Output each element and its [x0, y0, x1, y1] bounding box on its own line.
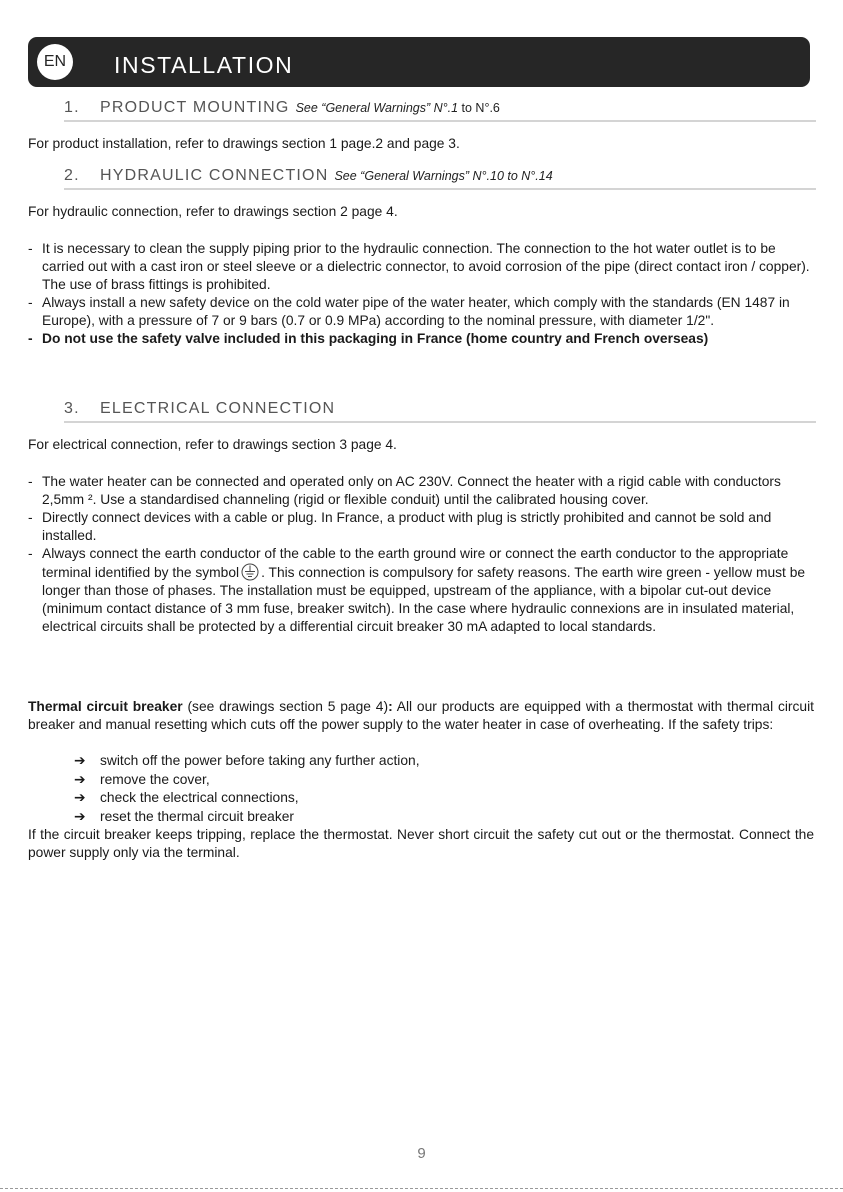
earth-ground-icon — [241, 563, 259, 581]
thermal-closing-text: If the circuit breaker keeps tripping, replace the thermostat. Never short circuit the safety cut out or the thermostat. Connect the power supply only via the terminal. — [28, 827, 814, 860]
list-item-warning — [28, 330, 818, 348]
bullet-dash: - — [28, 331, 33, 346]
section-title: HYDRAULIC CONNECTION — [100, 167, 329, 184]
thermal-breaker-label: Thermal circuit breaker — [28, 699, 183, 714]
section-number: 1. — [64, 99, 80, 116]
section-title: PRODUCT MOUNTING — [100, 99, 290, 116]
list-item — [28, 473, 818, 509]
electrical-bullet-list — [28, 473, 818, 636]
page-title: INSTALLATION — [114, 52, 294, 78]
list-item — [74, 771, 420, 790]
section-heading-hydraulic-connection — [64, 166, 816, 190]
warnings-reference: See “General Warnings” N°.1 — [295, 101, 459, 115]
list-item — [28, 545, 818, 636]
list-item — [74, 752, 420, 771]
thermal-breaker-text: All our products are equipped with a thermostat with thermal circuit breaker and manual resetting which cuts off the power supply to the water heater in case of overheating. If the safety trips: — [28, 699, 814, 732]
list-item-text: Do not use the safety valve included in this packaging in France (home country and French overseas) — [42, 331, 709, 346]
section-heading-product-mounting — [64, 98, 816, 122]
bullet-dash: - — [28, 241, 33, 256]
bullet-dash: - — [28, 546, 33, 561]
section-heading-electrical-connection — [64, 399, 816, 423]
section-number: 3. — [64, 400, 80, 417]
hydraulic-connection-text: For hydraulic connection, refer to drawings section 2 page 4. — [28, 204, 398, 219]
thermal-breaker-colon: : — [388, 699, 393, 714]
language-badge: EN — [37, 44, 73, 80]
list-item-text: remove the cover, — [100, 771, 210, 787]
bullet-dash: - — [28, 474, 33, 489]
arrow-right-icon: ➔ — [74, 771, 86, 787]
product-installation-text: For product installation, refer to drawings section 1 page.2 and page 3. — [28, 136, 460, 151]
list-item — [74, 789, 420, 808]
arrow-right-icon: ➔ — [74, 808, 86, 824]
warnings-reference: See “General Warnings” N°.10 to N°.14 — [334, 169, 553, 183]
list-item-text: Directly connect devices with a cable or plug. In France, a product with plug is strictly prohibited and cannot be sold and installed. — [42, 510, 772, 543]
list-item-text: . This connection is compulsory for safety reasons. The earth wire green - yellow must be longer than those of phases. The installation must be equipped, upstream of the appliance, with a bipolar cut-out device (minimum contact distance of 3 mm fuse, breaker switch). In the case where hydraulic connexions are in insulated material, electrical circuits shall be protected by a differential circuit breaker 30 mA adapted to local standards. — [42, 565, 806, 634]
list-item-text: The water heater can be connected and operated only on AC 230V. Connect the heater with a rigid cable with conductors 2,5mm ². Use a standardised channeling (rigid or flexible conduit) until the calibrated housing cover. — [42, 474, 781, 507]
list-item-text: It is necessary to clean the supply piping prior to the hydraulic connection. The connection to the hot water outlet is to be carried out with a cast iron or steel sleeve or a dielectric connector, to avoid corrosion of the pipe (direct contact iron / copper). The use of brass fittings is prohibited. — [42, 241, 810, 292]
list-item-text: switch off the power before taking any further action, — [100, 753, 420, 768]
list-item — [28, 509, 818, 545]
list-item-text: check the electrical connections, — [100, 790, 299, 805]
list-item — [28, 294, 818, 330]
list-item — [74, 808, 420, 827]
list-item-text: Always connect the earth conductor of the cable to the earth ground wire or connect the earth conductor to the appropriate terminal identified by the symbol — [42, 546, 789, 580]
electrical-connection-text: For electrical connection, refer to drawings section 3 page 4. — [28, 437, 397, 452]
bottom-divider — [0, 1188, 843, 1189]
thermal-breaker-paragraph — [28, 698, 814, 734]
safety-steps-list — [74, 752, 420, 826]
list-item — [28, 240, 818, 294]
page-number: 9 — [417, 1145, 426, 1162]
hydraulic-bullet-list — [28, 240, 818, 348]
bullet-dash: - — [28, 510, 33, 525]
warnings-reference-tail: to N°.6 — [458, 101, 500, 115]
arrow-right-icon: ➔ — [74, 753, 86, 768]
arrow-right-icon: ➔ — [74, 790, 86, 805]
section-header-bar — [28, 37, 810, 87]
bullet-dash: - — [28, 295, 33, 310]
thermal-breaker-reference: (see drawings section 5 page 4) — [182, 699, 389, 714]
section-number: 2. — [64, 167, 80, 184]
list-item-text: Always install a new safety device on the cold water pipe of the water heater, which comply with the standards (EN 1487 in Europe), with a pressure of 7 or 9 bars (0.7 or 0.9 MPa) according to the nominal pressure, with diameter 1/2". — [42, 295, 790, 328]
section-title: ELECTRICAL CONNECTION — [100, 400, 336, 417]
list-item-text: reset the thermal circuit breaker — [100, 808, 294, 824]
